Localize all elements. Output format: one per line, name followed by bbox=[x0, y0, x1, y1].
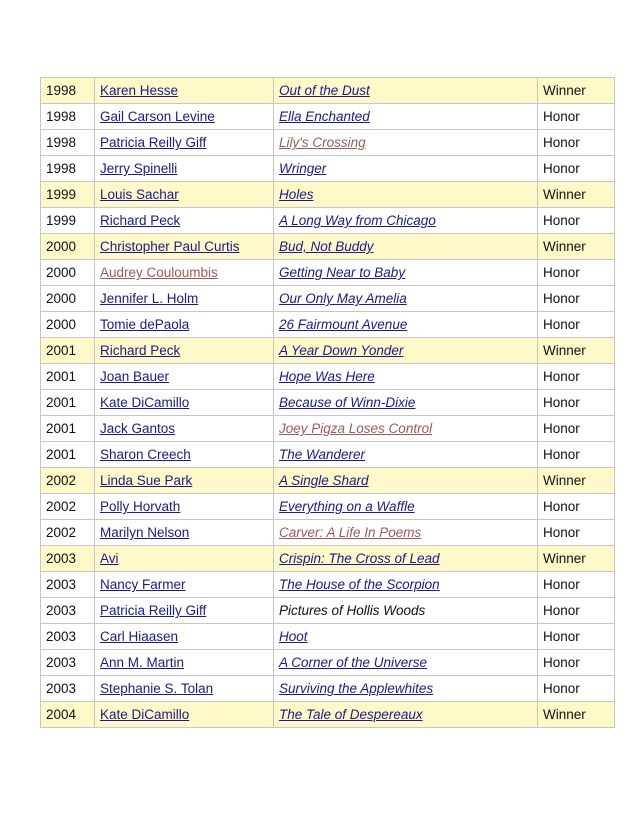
year-cell bbox=[41, 572, 95, 598]
table-row-honor bbox=[41, 416, 615, 442]
award-status-text: Honor bbox=[543, 317, 580, 332]
year-cell bbox=[41, 624, 95, 650]
table-row-honor bbox=[41, 130, 615, 156]
award-status-text: Winner bbox=[543, 551, 586, 566]
award-cell bbox=[538, 260, 615, 286]
book-title-link[interactable]: Joey Pigza Loses Control bbox=[279, 421, 433, 436]
award-status-text: Honor bbox=[543, 655, 580, 670]
author-cell bbox=[95, 572, 274, 598]
table-row-honor bbox=[41, 624, 615, 650]
author-cell bbox=[95, 338, 274, 364]
award-cell bbox=[538, 182, 615, 208]
title-cell bbox=[274, 650, 538, 676]
year-cell bbox=[41, 260, 95, 286]
year-text: 2001 bbox=[46, 343, 77, 358]
author-link[interactable]: Kate DiCamillo bbox=[100, 707, 190, 722]
year-text: 2003 bbox=[46, 629, 77, 644]
year-cell bbox=[41, 598, 95, 624]
title-cell bbox=[274, 286, 538, 312]
book-title-link[interactable]: The Tale of Despereaux bbox=[279, 707, 423, 722]
table-row-honor bbox=[41, 104, 615, 130]
year-cell bbox=[41, 234, 95, 260]
award-cell bbox=[538, 702, 615, 728]
title-cell bbox=[274, 338, 538, 364]
title-cell bbox=[274, 390, 538, 416]
year-text: 2003 bbox=[46, 655, 77, 670]
author-cell bbox=[95, 156, 274, 182]
title-cell bbox=[274, 572, 538, 598]
author-link[interactable]: Linda Sue Park bbox=[100, 473, 193, 488]
author-cell bbox=[95, 442, 274, 468]
award-cell bbox=[538, 286, 615, 312]
award-cell bbox=[538, 208, 615, 234]
year-text: 2001 bbox=[46, 447, 77, 462]
book-title-link[interactable]: Lily's Crossing bbox=[279, 135, 366, 150]
table-row-winner bbox=[41, 702, 615, 728]
author-cell bbox=[95, 260, 274, 286]
book-title-link[interactable]: Holes bbox=[279, 187, 314, 202]
year-cell bbox=[41, 676, 95, 702]
year-text: 2000 bbox=[46, 239, 77, 254]
year-cell bbox=[41, 390, 95, 416]
award-status-text: Honor bbox=[543, 213, 580, 228]
author-cell bbox=[95, 520, 274, 546]
table-row-honor bbox=[41, 260, 615, 286]
year-text: 1998 bbox=[46, 135, 77, 150]
title-cell bbox=[274, 234, 538, 260]
author-link[interactable]: Jack Gantos bbox=[100, 421, 176, 436]
book-title-link[interactable]: Bud, Not Buddy bbox=[279, 239, 374, 254]
author-cell bbox=[95, 546, 274, 572]
author-cell bbox=[95, 286, 274, 312]
year-cell bbox=[41, 156, 95, 182]
award-cell bbox=[538, 520, 615, 546]
year-cell bbox=[41, 520, 95, 546]
table-row-winner bbox=[41, 234, 615, 260]
table-row-winner bbox=[41, 546, 615, 572]
year-cell bbox=[41, 442, 95, 468]
author-link[interactable]: Gail Carson Levine bbox=[100, 109, 215, 124]
book-title-link[interactable]: Wringer bbox=[279, 161, 327, 176]
award-cell bbox=[538, 312, 615, 338]
author-link[interactable]: Patricia Reilly Giff bbox=[100, 135, 207, 150]
award-cell bbox=[538, 338, 615, 364]
table-row-honor bbox=[41, 312, 615, 338]
author-cell bbox=[95, 104, 274, 130]
year-text: 1998 bbox=[46, 83, 77, 98]
author-link[interactable]: Christopher Paul Curtis bbox=[100, 239, 240, 254]
award-status-text: Winner bbox=[543, 473, 586, 488]
book-title-link[interactable]: Our Only May Amelia bbox=[279, 291, 407, 306]
book-title-link[interactable]: Surviving the Applewhites bbox=[279, 681, 434, 696]
book-title-link[interactable]: Hoot bbox=[279, 629, 308, 644]
author-link[interactable]: Marilyn Nelson bbox=[100, 525, 190, 540]
table-row-winner bbox=[41, 78, 615, 104]
year-text: 2000 bbox=[46, 317, 77, 332]
award-cell bbox=[538, 650, 615, 676]
book-title-link[interactable]: Getting Near to Baby bbox=[279, 265, 406, 280]
author-link[interactable]: Audrey Couloumbis bbox=[100, 265, 218, 280]
year-cell bbox=[41, 78, 95, 104]
author-cell bbox=[95, 78, 274, 104]
author-cell bbox=[95, 312, 274, 338]
award-cell bbox=[538, 598, 615, 624]
award-status-text: Honor bbox=[543, 265, 580, 280]
author-cell bbox=[95, 702, 274, 728]
award-status-text: Honor bbox=[543, 109, 580, 124]
year-cell bbox=[41, 468, 95, 494]
year-text: 2004 bbox=[46, 707, 77, 722]
table-row-winner bbox=[41, 182, 615, 208]
award-cell bbox=[538, 572, 615, 598]
title-cell bbox=[274, 260, 538, 286]
award-cell bbox=[538, 156, 615, 182]
year-text: 2002 bbox=[46, 525, 77, 540]
title-cell bbox=[274, 78, 538, 104]
award-status-text: Honor bbox=[543, 421, 580, 436]
award-status-text: Winner bbox=[543, 187, 586, 202]
table-row-winner bbox=[41, 468, 615, 494]
award-cell bbox=[538, 494, 615, 520]
award-status-text: Honor bbox=[543, 161, 580, 176]
author-cell bbox=[95, 468, 274, 494]
year-cell bbox=[41, 208, 95, 234]
award-status-text: Honor bbox=[543, 681, 580, 696]
author-cell bbox=[95, 650, 274, 676]
book-title-text: Pictures of Hollis Woods bbox=[279, 603, 426, 618]
author-cell bbox=[95, 494, 274, 520]
title-cell bbox=[274, 494, 538, 520]
author-cell bbox=[95, 234, 274, 260]
author-cell bbox=[95, 208, 274, 234]
book-title-link[interactable]: The House of the Scorpion bbox=[279, 577, 440, 592]
book-title-link[interactable]: Hope Was Here bbox=[279, 369, 375, 384]
award-cell bbox=[538, 130, 615, 156]
table-row-honor bbox=[41, 286, 615, 312]
award-status-text: Winner bbox=[543, 83, 586, 98]
author-link[interactable]: Ann M. Martin bbox=[100, 655, 185, 670]
title-cell bbox=[274, 104, 538, 130]
table-row-honor bbox=[41, 650, 615, 676]
award-status-text: Honor bbox=[543, 629, 580, 644]
award-status-text: Honor bbox=[543, 395, 580, 410]
year-cell bbox=[41, 104, 95, 130]
title-cell bbox=[274, 546, 538, 572]
book-title-link[interactable]: Crispin: The Cross of Lead bbox=[279, 551, 440, 566]
award-cell bbox=[538, 416, 615, 442]
author-link[interactable]: Avi bbox=[100, 551, 119, 566]
year-cell bbox=[41, 338, 95, 364]
newbery-award-table bbox=[40, 77, 615, 728]
book-title-link[interactable]: A Corner of the Universe bbox=[279, 655, 428, 670]
year-text: 2003 bbox=[46, 577, 77, 592]
title-cell bbox=[274, 442, 538, 468]
award-status-text: Honor bbox=[543, 603, 580, 618]
year-text: 2001 bbox=[46, 395, 77, 410]
title-cell bbox=[274, 312, 538, 338]
table-row-honor bbox=[41, 494, 615, 520]
award-cell bbox=[538, 364, 615, 390]
book-title-link[interactable]: A Single Shard bbox=[279, 473, 369, 488]
author-link[interactable]: Patricia Reilly Giff bbox=[100, 603, 207, 618]
award-cell bbox=[538, 624, 615, 650]
year-cell bbox=[41, 702, 95, 728]
award-cell bbox=[538, 78, 615, 104]
year-text: 1998 bbox=[46, 109, 77, 124]
table-row-honor bbox=[41, 208, 615, 234]
year-text: 1999 bbox=[46, 187, 77, 202]
year-cell bbox=[41, 312, 95, 338]
title-cell bbox=[274, 702, 538, 728]
year-text: 2002 bbox=[46, 473, 77, 488]
author-link[interactable]: Nancy Farmer bbox=[100, 577, 186, 592]
table-row-winner bbox=[41, 338, 615, 364]
author-link[interactable]: Carl Hiaasen bbox=[100, 629, 179, 644]
book-title-link[interactable]: A Long Way from Chicago bbox=[279, 213, 436, 228]
author-link[interactable]: Kate DiCamillo bbox=[100, 395, 190, 410]
table-row-honor bbox=[41, 598, 615, 624]
title-cell bbox=[274, 364, 538, 390]
author-link[interactable]: Karen Hesse bbox=[100, 83, 179, 98]
table-row-honor bbox=[41, 520, 615, 546]
award-cell bbox=[538, 234, 615, 260]
author-link[interactable]: Richard Peck bbox=[100, 213, 181, 228]
year-cell bbox=[41, 182, 95, 208]
table-row-honor bbox=[41, 442, 615, 468]
author-cell bbox=[95, 130, 274, 156]
book-title-link[interactable]: Carver: A Life In Poems bbox=[279, 525, 422, 540]
year-text: 1999 bbox=[46, 213, 77, 228]
year-cell bbox=[41, 416, 95, 442]
table-row-honor bbox=[41, 390, 615, 416]
table-row-honor bbox=[41, 364, 615, 390]
author-link[interactable]: Jerry Spinelli bbox=[100, 161, 178, 176]
award-status-text: Winner bbox=[543, 343, 586, 358]
year-text: 2001 bbox=[46, 369, 77, 384]
year-text: 2003 bbox=[46, 603, 77, 618]
award-table-body bbox=[41, 78, 615, 728]
title-cell bbox=[274, 416, 538, 442]
author-link[interactable]: Louis Sachar bbox=[100, 187, 179, 202]
year-cell bbox=[41, 494, 95, 520]
author-link[interactable]: Stephanie S. Tolan bbox=[100, 681, 214, 696]
year-cell bbox=[41, 130, 95, 156]
book-title-link[interactable]: A Year Down Yonder bbox=[279, 343, 404, 358]
title-cell bbox=[274, 520, 538, 546]
award-status-text: Honor bbox=[543, 447, 580, 462]
title-cell bbox=[274, 208, 538, 234]
year-text: 2002 bbox=[46, 499, 77, 514]
award-cell bbox=[538, 676, 615, 702]
author-link[interactable]: Polly Horvath bbox=[100, 499, 181, 514]
award-cell bbox=[538, 468, 615, 494]
year-cell bbox=[41, 286, 95, 312]
award-status-text: Honor bbox=[543, 135, 580, 150]
author-cell bbox=[95, 416, 274, 442]
year-text: 1998 bbox=[46, 161, 77, 176]
award-cell bbox=[538, 442, 615, 468]
title-cell bbox=[274, 676, 538, 702]
title-cell bbox=[274, 468, 538, 494]
author-link[interactable]: Richard Peck bbox=[100, 343, 181, 358]
year-text: 2000 bbox=[46, 265, 77, 280]
year-cell bbox=[41, 364, 95, 390]
award-cell bbox=[538, 104, 615, 130]
table-row-honor bbox=[41, 156, 615, 182]
award-cell bbox=[538, 390, 615, 416]
year-text: 2000 bbox=[46, 291, 77, 306]
book-title-link[interactable]: Ella Enchanted bbox=[279, 109, 370, 124]
award-status-text: Honor bbox=[543, 499, 580, 514]
award-status-text: Honor bbox=[543, 525, 580, 540]
book-title-link[interactable]: Out of the Dust bbox=[279, 83, 370, 98]
table-row-honor bbox=[41, 572, 615, 598]
title-cell bbox=[274, 624, 538, 650]
award-status-text: Winner bbox=[543, 707, 586, 722]
award-status-text: Honor bbox=[543, 369, 580, 384]
author-cell bbox=[95, 390, 274, 416]
author-link[interactable]: Joan Bauer bbox=[100, 369, 170, 384]
award-cell bbox=[538, 546, 615, 572]
author-link[interactable]: Sharon Creech bbox=[100, 447, 191, 462]
author-link[interactable]: Tomie dePaola bbox=[100, 317, 190, 332]
year-text: 2003 bbox=[46, 551, 77, 566]
year-cell bbox=[41, 650, 95, 676]
award-status-text: Winner bbox=[543, 239, 586, 254]
table-row-honor bbox=[41, 676, 615, 702]
title-cell bbox=[274, 130, 538, 156]
year-text: 2001 bbox=[46, 421, 77, 436]
award-status-text: Honor bbox=[543, 577, 580, 592]
book-title-link[interactable]: 26 Fairmount Avenue bbox=[279, 317, 408, 332]
title-cell bbox=[274, 182, 538, 208]
book-title-link[interactable]: Everything on a Waffle bbox=[279, 499, 415, 514]
title-cell bbox=[274, 156, 538, 182]
author-cell bbox=[95, 676, 274, 702]
author-cell bbox=[95, 182, 274, 208]
book-title-link[interactable]: The Wanderer bbox=[279, 447, 366, 462]
year-cell bbox=[41, 546, 95, 572]
year-text: 2003 bbox=[46, 681, 77, 696]
author-cell bbox=[95, 624, 274, 650]
award-status-text: Honor bbox=[543, 291, 580, 306]
author-cell bbox=[95, 598, 274, 624]
title-cell bbox=[274, 598, 538, 624]
author-link[interactable]: Jennifer L. Holm bbox=[100, 291, 199, 306]
book-title-link[interactable]: Because of Winn-Dixie bbox=[279, 395, 416, 410]
author-cell bbox=[95, 364, 274, 390]
